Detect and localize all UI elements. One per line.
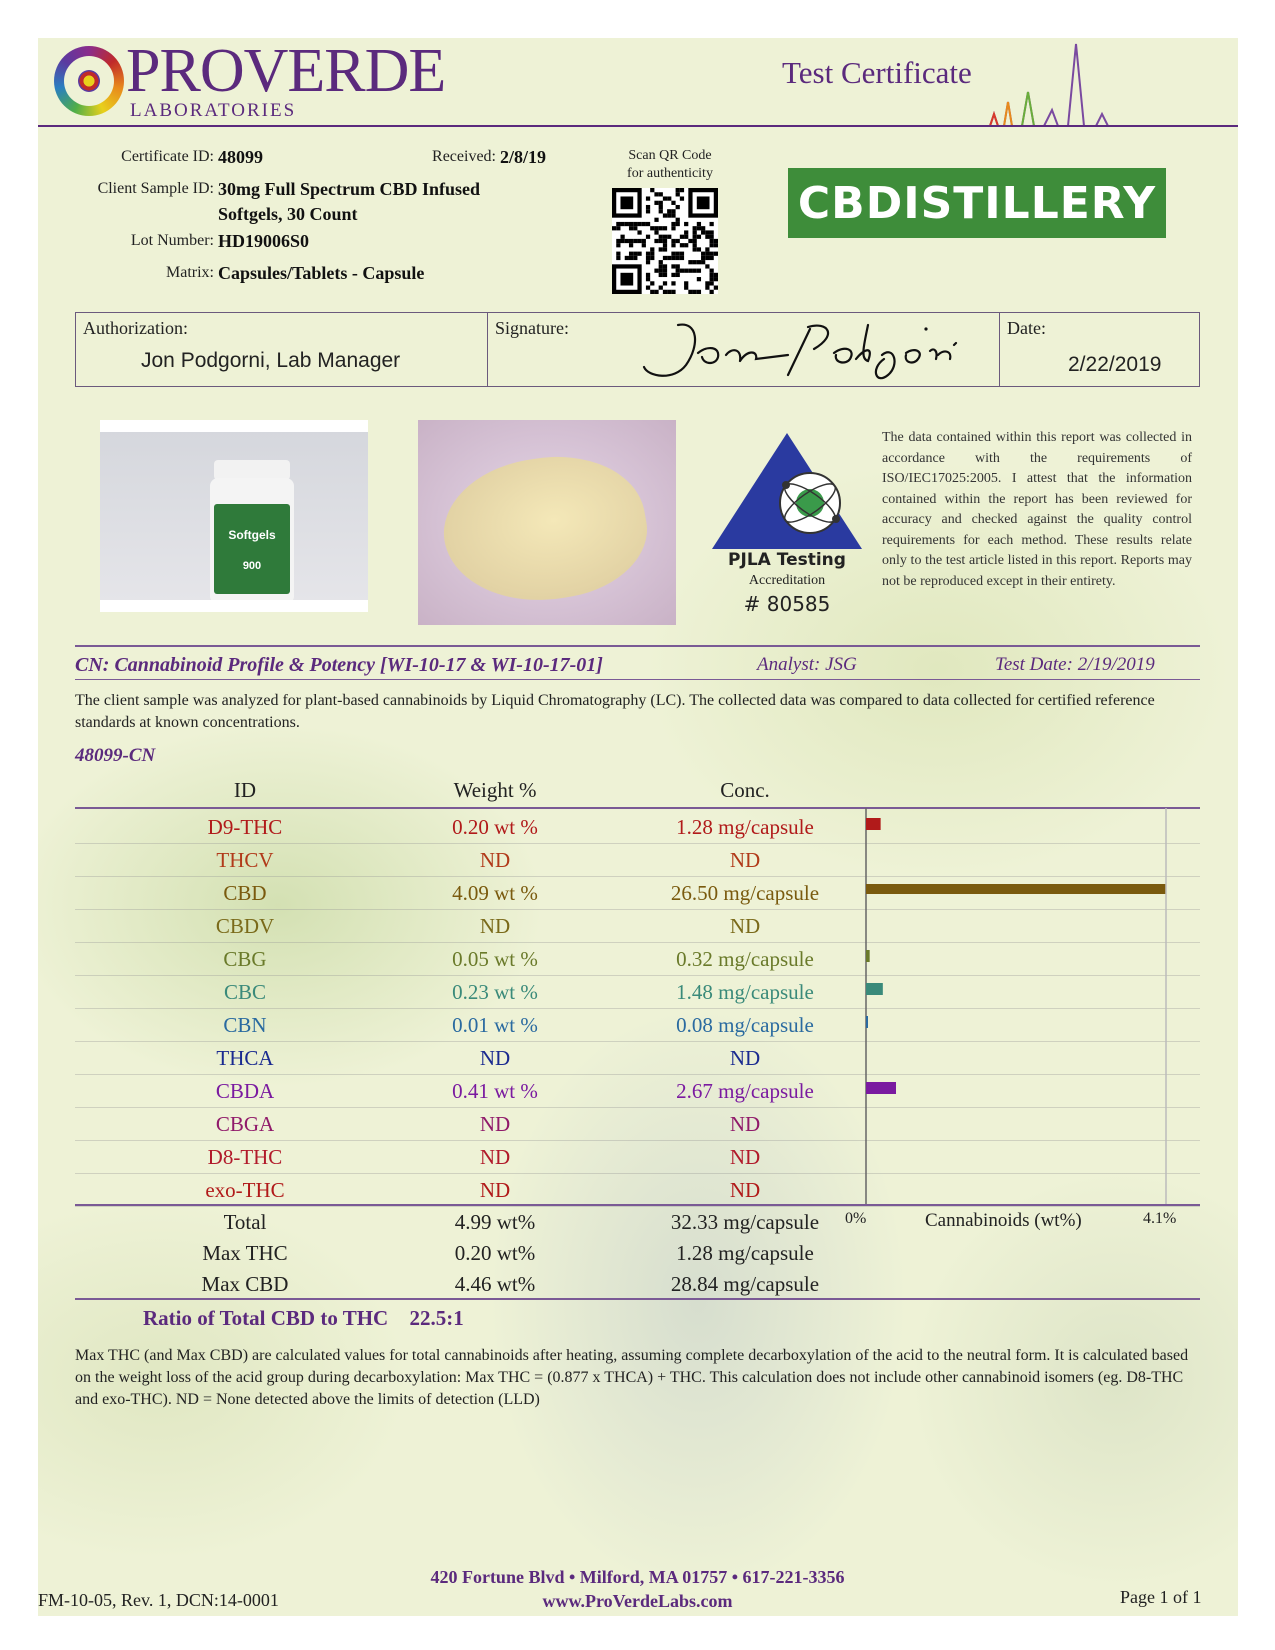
lot-number-value: HD19006S0: [218, 231, 310, 251]
total-weight: 4.99 wt%: [454, 1210, 536, 1234]
cell-weight: 0.41 wt %: [452, 1079, 538, 1103]
bottle-label-text: Softgels: [228, 528, 276, 542]
chart-bar: [866, 1082, 896, 1094]
section-title: CN: Cannabinoid Profile & Potency [WI-10-17 & WI-10-17-01]: [75, 654, 603, 676]
received-value: 2/8/19: [500, 147, 547, 167]
logo-subtitle: LABORATORIES: [130, 100, 297, 121]
photo-bottom-border: [100, 600, 368, 612]
cell-id: D8-THC: [207, 1145, 283, 1169]
cell-id: CBDV: [215, 914, 275, 938]
cell-weight: ND: [479, 1112, 511, 1136]
cell-id: CBG: [223, 947, 267, 971]
test-date: Test Date: 2/19/2019: [995, 654, 1155, 675]
cell-id: CBC: [223, 980, 267, 1004]
bottle-label: [214, 504, 290, 594]
total-label: Total: [223, 1210, 267, 1234]
totals-row: [75, 1241, 975, 1272]
product-bottle-photo: [100, 420, 368, 612]
cell-conc: ND: [729, 1046, 761, 1070]
cell-conc: ND: [729, 848, 761, 872]
total-conc: 32.33 mg/capsule: [670, 1210, 820, 1234]
total-weight: 4.46 wt%: [454, 1272, 536, 1296]
client-sample-id-line1: 30mg Full Spectrum CBD Infused: [218, 179, 481, 199]
header-divider: [38, 125, 1238, 127]
lot-number-label: Lot Number:: [130, 232, 214, 249]
cell-weight: ND: [479, 1046, 511, 1070]
section-description: The client sample was analyzed for plant-based cannabinoids by Liquid Chromatography (LC). The collected data was compared to data collected for certified reference standards at known concentrations.: [75, 692, 1155, 731]
cell-conc: ND: [729, 914, 761, 938]
sample-id: 48099-CN: [75, 745, 156, 766]
client-brand-logo: CBDISTILLERY: [788, 168, 1166, 238]
cell-weight: 0.20 wt %: [452, 815, 538, 839]
matrix-label: Matrix:: [166, 264, 214, 281]
date-cell: [1000, 313, 1199, 386]
chromatogram-peaks-icon: [980, 40, 1160, 128]
footnote: Max THC (and Max CBD) are calculated values for total cannabinoids after heating, assuming complete decarboxylation of the acid to the neutral form. It is calculated based on the weight loss of the acid group during decarboxylation: Max THC = (0.877 x THCA) + THC. This calculation does not include other cannabinoid isomers (eg. D8-THC and exo-THC). ND = None detected above the limits of detection (LLD): [75, 1347, 1189, 1408]
ratio-value: 22.5:1: [409, 1306, 464, 1330]
cell-id: THCV: [216, 848, 274, 872]
cell-id: CBD: [223, 881, 267, 905]
chart-bar: [866, 983, 883, 995]
footer-address: 420 Fortune Blvd • Milford, MA 01757 • 617-221-3356: [430, 1567, 845, 1587]
authorization-table: [75, 312, 1200, 387]
qr-caption: [610, 147, 730, 183]
cell-conc: 2.67 mg/capsule: [676, 1079, 814, 1103]
qr-caption-line2: for authenticity: [627, 166, 713, 181]
section-top-divider: [75, 645, 1200, 647]
cell-weight: 4.09 wt %: [452, 881, 538, 905]
chart-xmax-label: 4.1%: [1143, 1210, 1177, 1227]
table-bottom-divider: [75, 1204, 1200, 1206]
chart-bar: [866, 950, 870, 962]
total-label: Max CBD: [201, 1272, 289, 1296]
col-header-conc: Conc.: [720, 778, 770, 802]
oil-droplet: [433, 442, 657, 617]
totals-divider: [75, 1298, 1200, 1300]
cell-id: CBN: [223, 1013, 267, 1037]
total-conc: 1.28 mg/capsule: [676, 1241, 814, 1265]
authorization-cell: [76, 313, 488, 386]
authorization-label: Authorization:: [83, 318, 188, 338]
form-number: FM-10-05, Rev. 1, DCN:14-0001: [38, 1590, 279, 1610]
client-sample-id-line2: Softgels, 30 Count: [218, 204, 358, 224]
bottle-cap: [214, 460, 290, 480]
cell-conc: 0.08 mg/capsule: [676, 1013, 814, 1037]
certificate-id-label: Certificate ID:: [121, 148, 214, 165]
cell-conc: 26.50 mg/capsule: [670, 881, 820, 905]
signature-label: Signature:: [495, 318, 569, 338]
cell-weight: 0.01 wt %: [452, 1013, 538, 1037]
qr-pattern: [612, 188, 718, 294]
total-weight: 0.20 wt%: [454, 1241, 536, 1265]
cell-weight: 0.23 wt %: [452, 980, 538, 1004]
date-label: Date:: [1007, 318, 1046, 338]
cell-weight: ND: [479, 1178, 511, 1202]
cell-conc: ND: [729, 1112, 761, 1136]
handwritten-signature: [638, 315, 958, 385]
cell-conc: ND: [729, 1178, 761, 1202]
col-header-weight: Weight %: [453, 778, 537, 802]
analyst: Analyst: JSG: [757, 654, 857, 675]
chart-xlabel: Cannabinoids (wt%): [925, 1210, 1082, 1231]
qr-caption-line1: Scan QR Code: [628, 148, 712, 163]
cell-weight: ND: [479, 848, 511, 872]
bottle-count-text: 900: [242, 560, 262, 572]
total-conc: 28.84 mg/capsule: [670, 1272, 820, 1296]
qr-code[interactable]: [612, 188, 718, 294]
ratio: [143, 1306, 464, 1331]
signature-cell: [488, 313, 1000, 386]
col-header-id: ID: [233, 778, 257, 802]
footer-website[interactable]: www.ProVerdeLabs.com: [542, 1591, 733, 1611]
chart-bar: [866, 1016, 868, 1028]
date-value: 2/22/2019: [1068, 353, 1162, 376]
totals-row: [75, 1210, 975, 1241]
cell-weight: ND: [479, 914, 511, 938]
cell-conc: 1.28 mg/capsule: [676, 815, 814, 839]
iso-statement: The data contained within this report was collected in accordance with the requirements of ISO/IEC17025:2005. I attest that the information contained within the report has been reviewed for accuracy and checked against the quality control requirements for each method. These results relate only to the test article listed in this report. Reports may not be reproduced except in their entirety.: [882, 430, 1192, 589]
cell-id: THCA: [216, 1046, 274, 1070]
cannabinoid-bar-chart: [860, 808, 1200, 1204]
cell-weight: 0.05 wt %: [452, 947, 538, 971]
certificate-title: Test Certificate: [782, 55, 972, 90]
client-sample-id-label: Client Sample ID:: [97, 180, 214, 197]
cell-id: exo-THC: [205, 1178, 285, 1202]
logo-core-icon: [78, 70, 100, 92]
cell-conc: 1.48 mg/capsule: [676, 980, 814, 1004]
section-title-underline: [75, 679, 1200, 680]
received-label: Received:: [432, 148, 496, 165]
certificate-id-value: 48099: [218, 147, 263, 167]
pjla-type: Accreditation: [748, 573, 826, 588]
matrix-value: Capsules/Tablets - Capsule: [218, 263, 425, 283]
photo-top-border: [100, 420, 368, 432]
chart-xmin-label: 0%: [845, 1210, 867, 1227]
cell-id: CBGA: [215, 1112, 275, 1136]
cell-weight: ND: [479, 1145, 511, 1169]
sample-oil-photo: [418, 420, 676, 625]
page-number: Page 1 of 1: [1120, 1587, 1202, 1607]
pjla-number: # 80585: [743, 592, 831, 616]
cell-conc: ND: [729, 1145, 761, 1169]
authorization-name: Jon Podgorni, Lab Manager: [141, 349, 401, 372]
cell-conc: 0.32 mg/capsule: [676, 947, 814, 971]
cell-id: D9-THC: [207, 815, 283, 839]
chart-bar: [866, 818, 881, 830]
chart-bar: [866, 884, 1165, 894]
pjla-name: PJLA Testing: [728, 550, 846, 570]
logo-text: PROVERDE: [126, 37, 446, 105]
total-label: Max THC: [202, 1241, 288, 1265]
footer-address-block: [300, 1565, 975, 1613]
cell-id: CBDA: [215, 1079, 275, 1103]
ratio-label: Ratio of Total CBD to THC: [143, 1306, 389, 1330]
